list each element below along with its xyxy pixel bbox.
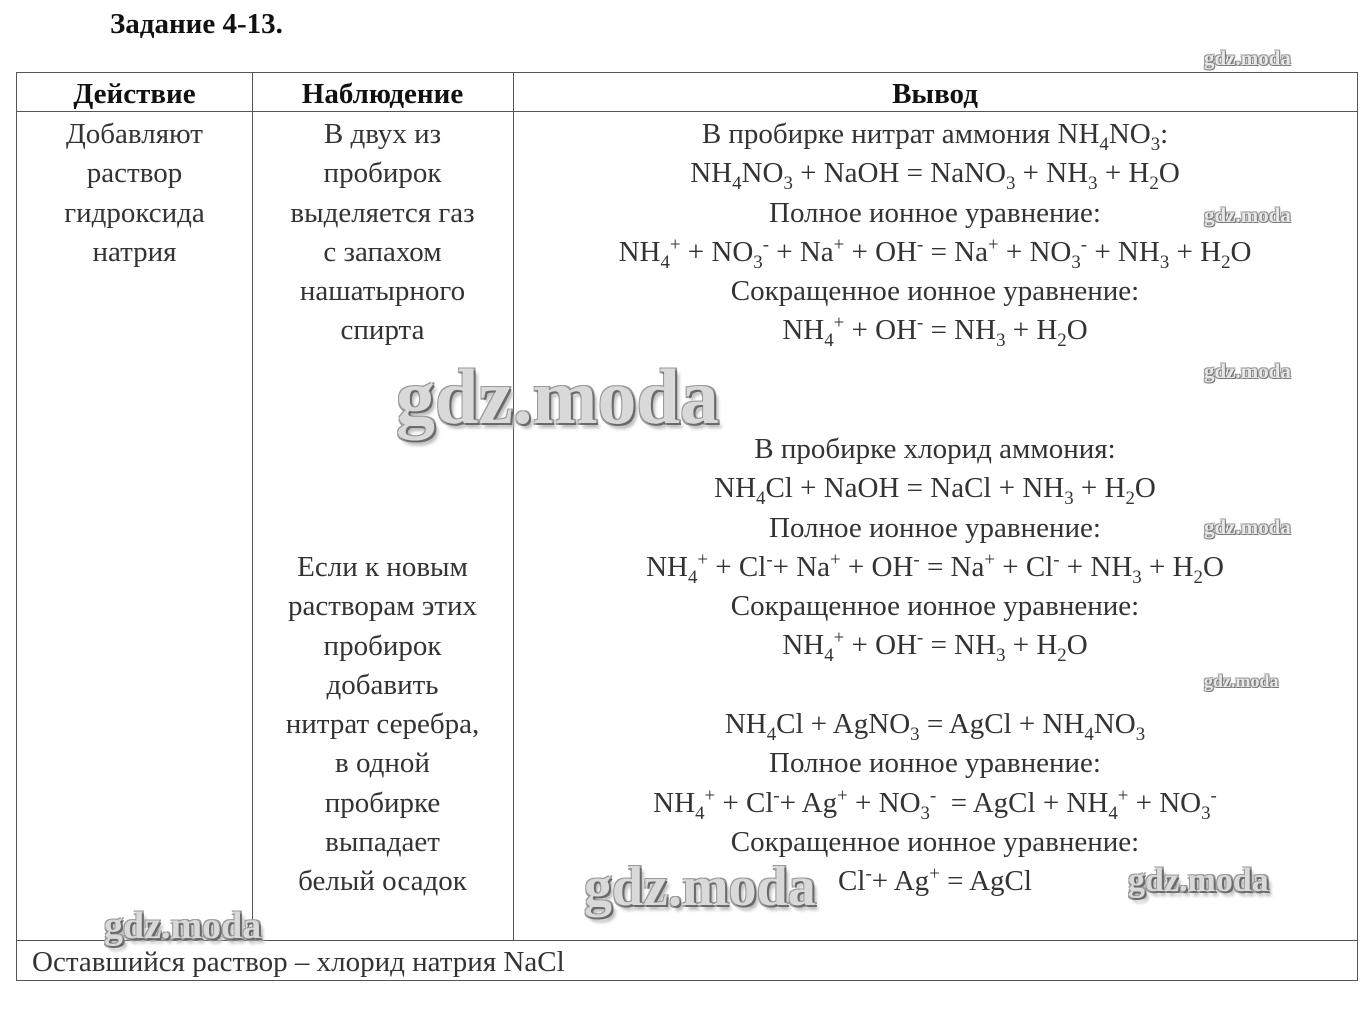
footer-note: Оставшийся раствор – хлорид натрия NaCl (32, 946, 565, 978)
cell-line: добавить (326, 668, 439, 701)
cell-line: $NH_4Cl$ + AgNO$_3$ = AgCl + $NH_4NO_3$ (724, 708, 1146, 745)
conclusion-block-2 (513, 430, 1357, 666)
cell-line: раствор (86, 157, 183, 190)
cell-line: нитрат серебра, (285, 708, 480, 741)
cell-line: $NH_4^+ + Cl^-+ Na^+ + OH^- = Na^+ + Cl^- + NH_3 + H_2O$ (646, 549, 1224, 588)
watermark-logo: gdz.moda (1204, 46, 1291, 70)
task-title: Задание 4-13. (110, 8, 283, 40)
cell-line: в одной (335, 747, 430, 780)
watermark-logo: gdz.moda (1204, 671, 1279, 691)
cell-line: выделяется газ (290, 196, 475, 229)
cell-line: Сокращенное ионное уравнение: (730, 825, 1140, 858)
cell-line: с запахом (323, 235, 442, 268)
header-observation: Наблюдение (301, 78, 464, 110)
cell-line: выпадает (325, 826, 440, 859)
cell-line: В двух из (323, 118, 442, 150)
action-cell (16, 115, 253, 272)
cell-line: пробирок (323, 157, 442, 190)
cell-line: Добавляют (66, 118, 203, 150)
table-top-border (16, 72, 1358, 73)
cell-line: $NH_4^+ + Cl^-+ Ag^+ + NO_3^-$ = AgCl + $NH_4^+ + NO_3^-$ (653, 784, 1217, 824)
header-action: Действие (73, 78, 196, 110)
cell-line: спирта (340, 314, 425, 347)
cell-line: $NH_4^+ + OH^- = NH_3 + H_2O$ (782, 312, 1088, 352)
cell-line: белый осадок (298, 865, 467, 898)
cell-line: пробирке (324, 786, 441, 819)
cell-line: Cl-+ Ag+ = AgCl (838, 863, 1032, 898)
watermark-logo: gdz.moda (1204, 203, 1291, 227)
cell-line: Если к новым (297, 551, 468, 583)
cell-line: пробирок (323, 629, 442, 662)
cell-line: нашатырного (299, 275, 466, 308)
cell-line: В пробирке хлорид аммония: (754, 433, 1116, 465)
observation-cell-2 (252, 548, 513, 902)
cell-line: натрия (92, 235, 177, 268)
cell-line: гидроксида (64, 196, 205, 229)
conclusion-block-1 (513, 115, 1357, 351)
cell-line: растворам этих (287, 590, 478, 623)
cell-line: Полное ионное уравнение: (769, 511, 1101, 544)
watermark-logo: gdz.moda (584, 856, 816, 918)
cell-line: В пробирке нитрат аммония $NH_4NO_3$: (701, 118, 1169, 155)
cell-line: Сокращенное ионное уравнение: (730, 590, 1140, 623)
watermark-logo: gdz.moda (1204, 515, 1291, 539)
observation-cell-1 (252, 115, 513, 351)
cell-line: $NH_4NO_3$ + NaOH = NaNO$_3$ + $NH_3 + H_2O$ (690, 157, 1180, 195)
watermark-logo: gdz.moda (396, 353, 719, 440)
cell-line: $NH_4^+ + NO_3^- + Na^+ + OH^- = Na^+ + NO_3^- + NH_3 + H_2O$ (618, 234, 1252, 273)
watermark-logo: gdz.moda (104, 905, 262, 947)
watermark-logo: gdz.moda (1128, 862, 1269, 899)
table-bottom-border (16, 980, 1358, 981)
cell-line: Сокращенное ионное уравнение: (730, 275, 1140, 308)
cell-line: $NH_4Cl$ + NaOH = NaCl + $NH_3 + H_2O$ (714, 472, 1156, 510)
header-conclusion: Вывод (892, 78, 978, 110)
cell-line: Полное ионное уравнение: (769, 747, 1101, 780)
cell-line: $NH_4^+ + OH^- = NH_3 + H_2O$ (782, 627, 1088, 667)
table-right-border (1357, 72, 1358, 980)
watermark-logo: gdz.moda (1204, 359, 1291, 383)
cell-line: Полное ионное уравнение: (769, 196, 1101, 229)
